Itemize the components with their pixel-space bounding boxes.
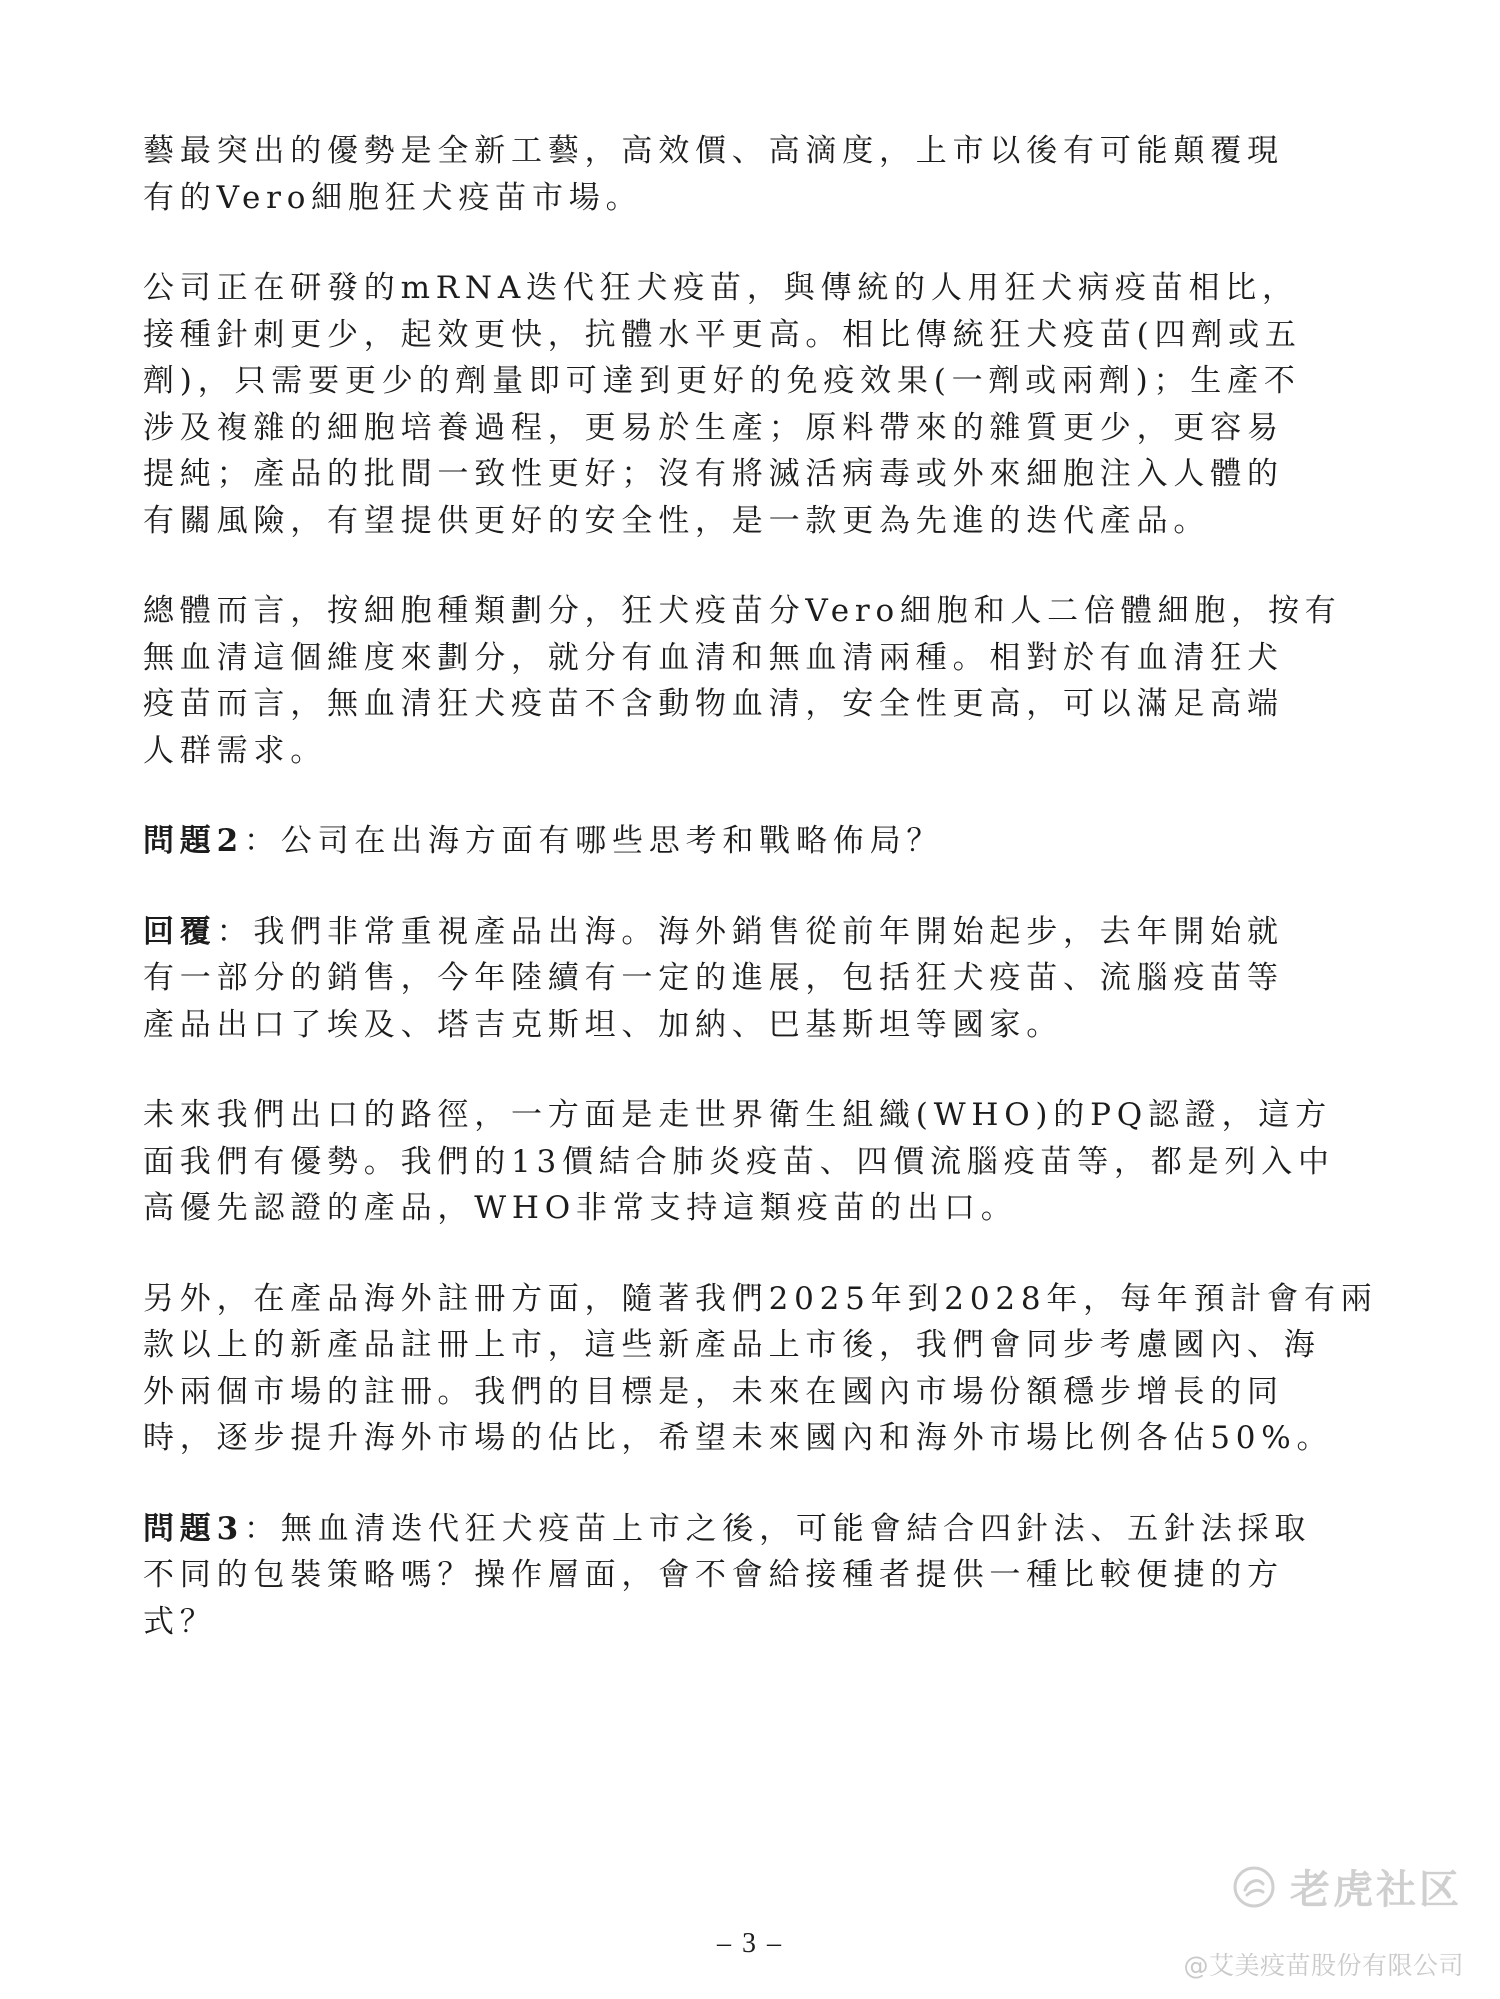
text-line: 另外，在產品海外註冊方面，隨著我們2025年到2028年，每年預計會有兩	[143, 1280, 1378, 1317]
text-line	[143, 818, 1357, 865]
question-label: 問題2	[143, 823, 244, 859]
text-line	[143, 909, 1357, 956]
question-label: 問題3	[143, 1510, 244, 1547]
text-line: 款以上的新產品註冊上市，這些新產品上市後，我們會同步考慮國內、海	[143, 1327, 1321, 1363]
text-line: 公司正在研發的mRNA迭代狂犬疫苗，與傳統的人用狂犬病疫苗相比，	[143, 270, 1299, 306]
paragraph-rabies-vero	[143, 128, 1357, 221]
text-line: 有關風險，有望提供更好的安全性，是一款更為先進的迭代產品。	[143, 502, 1211, 539]
paragraph-serum-free-overview	[143, 588, 1357, 774]
text-line: 無血清這個維度來劃分，就分有血清和無血清兩種。相對於有血清狂犬	[143, 639, 1284, 676]
question-text: ：無血清迭代狂犬疫苗上市之後，可能會結合四針法、五針法採取	[243, 1510, 1312, 1547]
text-line: 時，逐步提升海外市場的佔比，希望未來國內和海外市場比例各佔50%。	[143, 1420, 1334, 1456]
text-line: 疫苗而言，無血清狂犬疫苗不含動物血清，安全性更高，可以滿足高端	[143, 686, 1284, 722]
text-line: 人群需求。	[143, 732, 327, 769]
text-line: 外兩個市場的註冊。我們的目標是，未來在國內市場份額穩步增長的同	[143, 1373, 1284, 1410]
text-line: 高優先認證的產品，WHO非常支持這類疫苗的出口。	[143, 1190, 1018, 1226]
text-line: 劑)，只需要更少的劑量即可達到更好的免疫效果(一劑或兩劑)；生產不	[143, 363, 1301, 399]
text-line: 式？	[143, 1603, 217, 1640]
question-3	[143, 1506, 1357, 1646]
text-line: 涉及複雜的細胞培養過程，更易於生產；原料帶來的雜質更少，更容易	[143, 409, 1284, 446]
paragraph-who-pq	[143, 1092, 1357, 1232]
text-line: 不同的包裝策略嗎？操作層面，會不會給接種者提供一種比較便捷的方	[143, 1557, 1284, 1593]
page-number: – 3 –	[717, 1928, 783, 1959]
tiger-logo-icon	[1232, 1865, 1276, 1909]
paragraph-mrna-vaccine	[143, 265, 1357, 544]
text-line: 總體而言，按細胞種類劃分，狂犬疫苗分Vero細胞和人二倍體細胞，按有	[143, 593, 1342, 629]
text-line: 產品出口了埃及、塔吉克斯坦、加納、巴基斯坦等國家。	[143, 1006, 1063, 1043]
paragraph-overseas-registration	[143, 1276, 1378, 1462]
text-line: 接種針刺更少，起效更快，抗體水平更高。相比傳統狂犬疫苗(四劑或五	[143, 316, 1302, 353]
question-text: ：公司在出海方面有哪些思考和戰略佈局？	[243, 823, 944, 859]
watermark	[1232, 1858, 1462, 1915]
answer-2	[143, 909, 1357, 1049]
text-line: 有一部分的銷售，今年陸續有一定的進展，包括狂犬疫苗、流腦疫苗等	[143, 960, 1284, 996]
document-body	[143, 128, 1378, 1689]
text-line: 藝最突出的優勢是全新工藝，高效價、高滴度，上市以後有可能顛覆現	[143, 133, 1284, 169]
watermark-brand: 老虎社区	[1290, 1867, 1462, 1913]
text-line: 面我們有優勢。我們的13價結合肺炎疫苗、四價流腦疫苗等，都是列入中	[143, 1143, 1335, 1180]
text-line: 有的Vero細胞狂犬疫苗市場。	[143, 179, 643, 216]
watermark-handle: @艾美疫苗股份有限公司	[1183, 1951, 1464, 1980]
answer-text: ：我們非常重視產品出海。海外銷售從前年開始起步，去年開始就	[216, 913, 1284, 950]
answer-label: 回覆	[143, 913, 217, 950]
text-line: 提純；產品的批間一致性更好；沒有將滅活病毒或外來細胞注入人體的	[143, 456, 1284, 492]
question-2	[143, 818, 1357, 865]
text-line	[143, 1506, 1357, 1553]
text-line: 未來我們出口的路徑，一方面是走世界衛生組織(WHO)的PQ認證，這方	[143, 1097, 1332, 1133]
